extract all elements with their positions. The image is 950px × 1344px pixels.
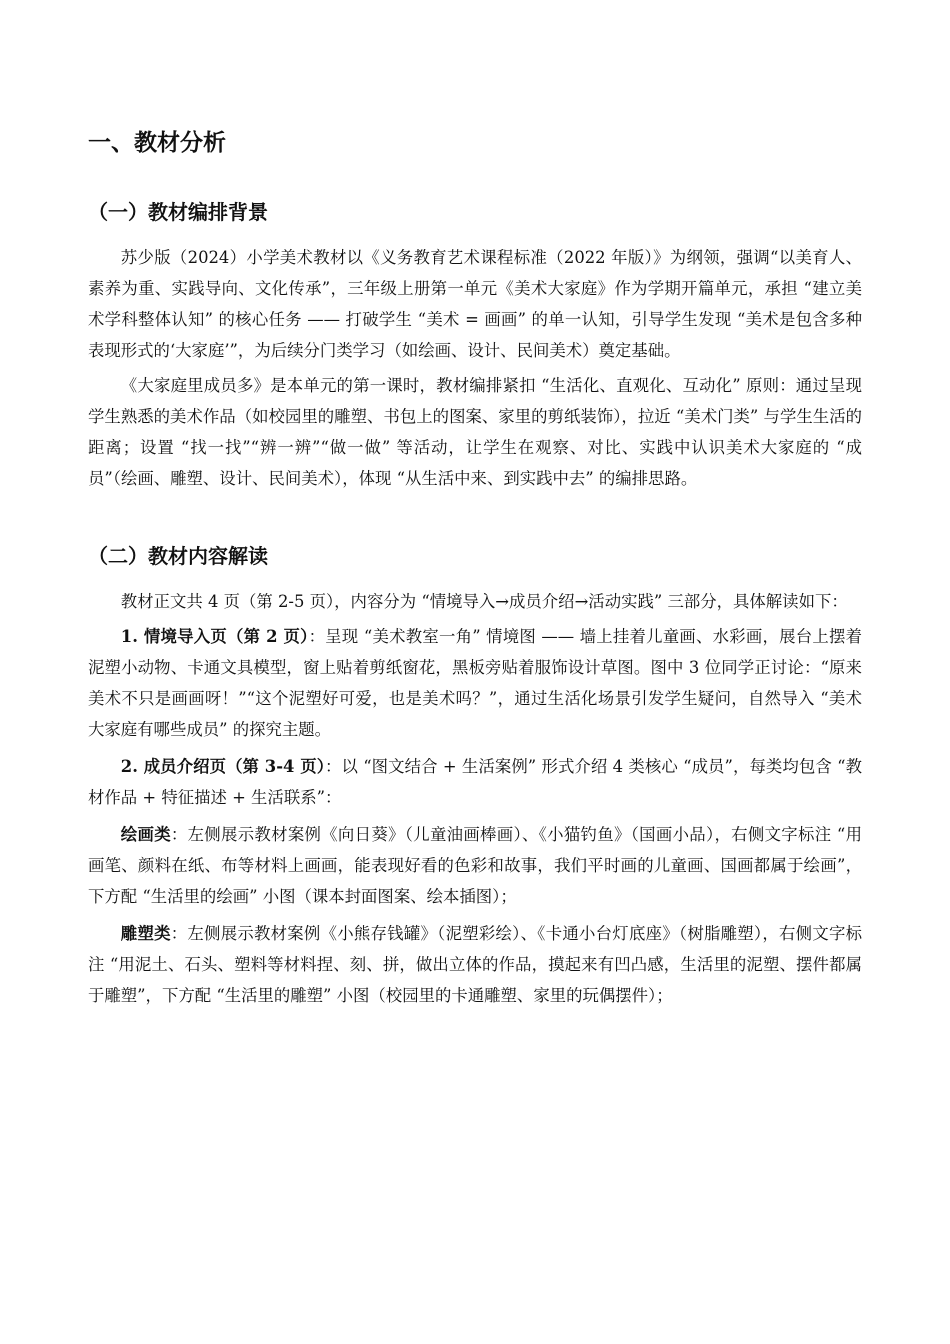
paragraph: 教材正文共 4 页（第 2-5 页），内容分为 “情境导入→成员介绍→活动实践” 三部分，具体解读如下： <box>120 592 848 611</box>
subsection-heading-background: （一）教材编排背景 <box>88 200 268 224</box>
list-item-text: ：以 “图文结合 + 生活案例” 形式介绍 4 类核心 “成员”，每类均包含 “教材作品 + 特征描述 + 生活联系”： <box>88 757 862 807</box>
list-item-text: ：呈现 “美术教室一角” 情境图 —— 墙上挂着儿童画、水彩画，展台上摆着泥塑小动物、卡通文具模型，窗上贴着剪纸窗花，黑板旁贴着服饰设计草图。图中 3 位同学正讨论：“原来美术不只是画画呀！”“这个泥塑好可爱，也是美术吗？”，通过生活化场景引发学生疑问，自然导入 “美术大家庭有哪些成员” 的探究主题。 <box>88 627 862 739</box>
paragraph: 苏少版（2024）小学美术教材以《义务教育艺术课程标准（2022 年版）》为纲领，强调“以美育人、素养为重、实践导向、文化传承”，三年级上册第一单元《美术大家庭》作为学期开篇单元，承担 “建立美术学科整体认知” 的核心任务 —— 打破学生 “美术 = 画画” 的单一认知，引导学生发现 “美术是包含多种表现形式的‘大家庭’”，为后续分门类学习（如绘画、设计、民间美术）奠定基础。 <box>88 248 862 360</box>
list-item <box>88 819 862 912</box>
list-item <box>88 918 862 1011</box>
paragraph: 《大家庭里成员多》是本单元的第一课时，教材编排紧扣 “生活化、直观化、互动化” 原则：通过呈现学生熟悉的美术作品（如校园里的雕塑、书包上的图案、家里的剪纸装饰），拉近 “美术门类” 与学生生活的距离；设置 “找一找”“辨一辨”“做一做” 等活动，让学生在观察、对比、实践中认识美术大家庭的 “成员”（绘画、雕塑、设计、民间美术），体现 “从生活中来、到实践中去” 的编排思路。 <box>88 376 862 488</box>
list-item-lead: 1. 情境导入页（第 2 页） <box>120 627 309 646</box>
list-item-lead: 雕塑类 <box>120 924 171 943</box>
list-item-text: ：左侧展示教材案例《向日葵》（儿童油画棒画）、《小猫钓鱼》（国画小品），右侧文字标注 “用画笔、颜料在纸、布等材料上画画，能表现好看的色彩和故事，我们平时画的儿童画、国画都属于绘画”，下方配 “生活里的绘画” 小图（课本封面图案、绘本插图）； <box>88 825 862 906</box>
list-item <box>88 751 862 813</box>
list-item-text: ：左侧展示教材案例《小熊存钱罐》（泥塑彩绘）、《卡通小台灯底座》（树脂雕塑），右侧文字标注 “用泥土、石头、塑料等材料捏、刻、拼，做出立体的作品，摸起来有凹凸感，生活里的泥塑、摆件都属于雕塑”，下方配 “生活里的雕塑” 小图（校园里的卡通雕塑、家里的玩偶摆件）； <box>88 924 863 1005</box>
subsection-heading-content: （二）教材内容解读 <box>88 544 268 568</box>
list-item <box>88 621 862 745</box>
list-item-lead: 绘画类 <box>120 825 171 844</box>
section-heading: 一、教材分析 <box>88 130 226 156</box>
list-item-lead: 2. 成员介绍页（第 3-4 页） <box>120 757 325 776</box>
